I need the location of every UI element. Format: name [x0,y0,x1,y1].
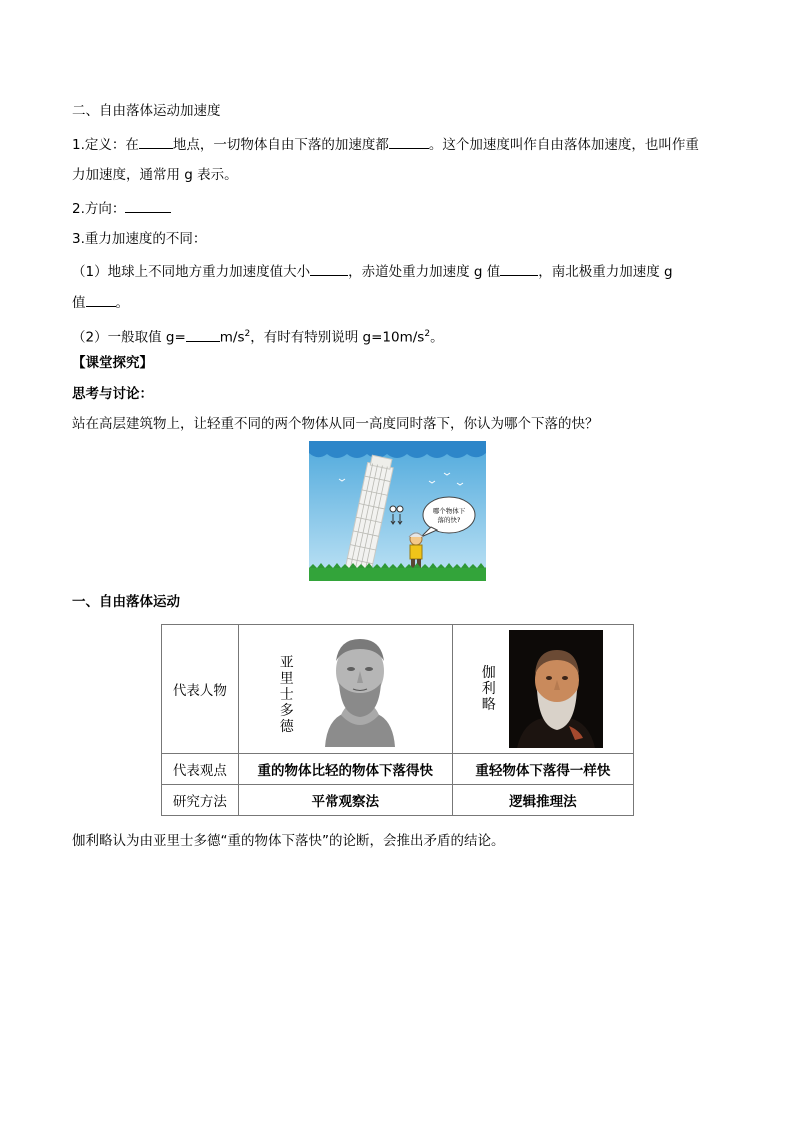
item2-unit: m/s [219,329,245,346]
item2-text-3: 。 [430,329,444,346]
definition-line [72,135,699,154]
fill-blank[interactable] [389,135,429,149]
row-label: 研究方法 [162,785,239,816]
bubble-text-line2: 落的快? [437,516,461,524]
definition-text-1: 1.定义：在 [72,137,139,153]
leaning-tower-illustration [309,441,486,581]
item2-sup-2: 2 [424,329,431,339]
bubble-text-line1: 哪个物体下 [432,507,466,515]
galileo-view: 重轻物体下落得一样快 [452,754,633,785]
tower-scene-svg [309,441,486,581]
item2-text-2: ，有时有特别说明 g=10m/s [250,329,425,346]
table-row [162,754,634,785]
definition-line-2: 力加速度，通常用 g 表示。 [72,167,238,183]
difference-item-2 [72,325,444,347]
item1-text-2: ，赤道处重力加速度 g 值 [348,264,501,280]
fill-blank[interactable] [500,262,538,276]
item2-sup-1: 2 [244,329,251,339]
fill-blank[interactable] [186,328,220,342]
galileo-name: 伽 利 略 [481,665,496,713]
row-label: 代表人物 [162,625,239,754]
row-label: 代表观点 [162,754,239,785]
galileo-method: 逻辑推理法 [452,785,633,816]
fill-blank[interactable] [310,262,348,276]
difference-item-1 [72,262,673,281]
item1-text-4: 值 [72,295,86,311]
aristotle-bust-image [315,631,405,747]
galileo-portrait-image [509,630,603,748]
galileo-cell [452,625,633,754]
item2-text-1: （2）一般取值 g= [72,329,186,346]
section-title-acceleration: 二、自由落体运动加速度 [72,103,221,119]
item1-text-1: （1）地球上不同地方重力加速度值大小 [72,264,311,280]
conclusion-text: 伽利略认为由亚里士多德“重的物体下落快”的论断，会推出矛盾的结论。 [72,833,505,849]
difference-title: 3.重力加速度的不同： [72,231,207,247]
comparison-table [161,624,634,816]
section-title-freefall: 一、自由落体运动 [72,594,180,610]
definition-text-2: 地点，一切物体自由下落的加速度都 [172,137,389,153]
table-row [162,785,634,816]
aristotle-view: 重的物体比轻的物体下落得快 [238,754,452,785]
table-row [162,625,634,754]
difference-item-1-cont [72,293,129,312]
direction-line [72,199,171,218]
aristotle-cell [238,625,452,754]
discussion-question: 站在高层建筑物上，让轻重不同的两个物体从同一高度同时落下，你认为哪个下落的快？ [72,416,599,432]
aristotle-method: 平常观察法 [238,785,452,816]
discussion-label: 思考与讨论： [72,386,153,402]
item1-text-3: ，南北极重力加速度 g [538,264,673,280]
item1-text-5: 。 [115,295,129,311]
definition-text-3: 。这个加速度叫作自由落体加速度，也叫作重 [428,137,699,153]
fill-blank[interactable] [139,135,173,149]
classroom-heading: 【课堂探究】 [72,355,153,371]
aristotle-name: 亚 里 士 多 德 [279,655,294,735]
direction-label: 2.方向： [72,201,126,217]
fill-blank[interactable] [86,293,116,307]
fill-blank[interactable] [125,199,171,213]
